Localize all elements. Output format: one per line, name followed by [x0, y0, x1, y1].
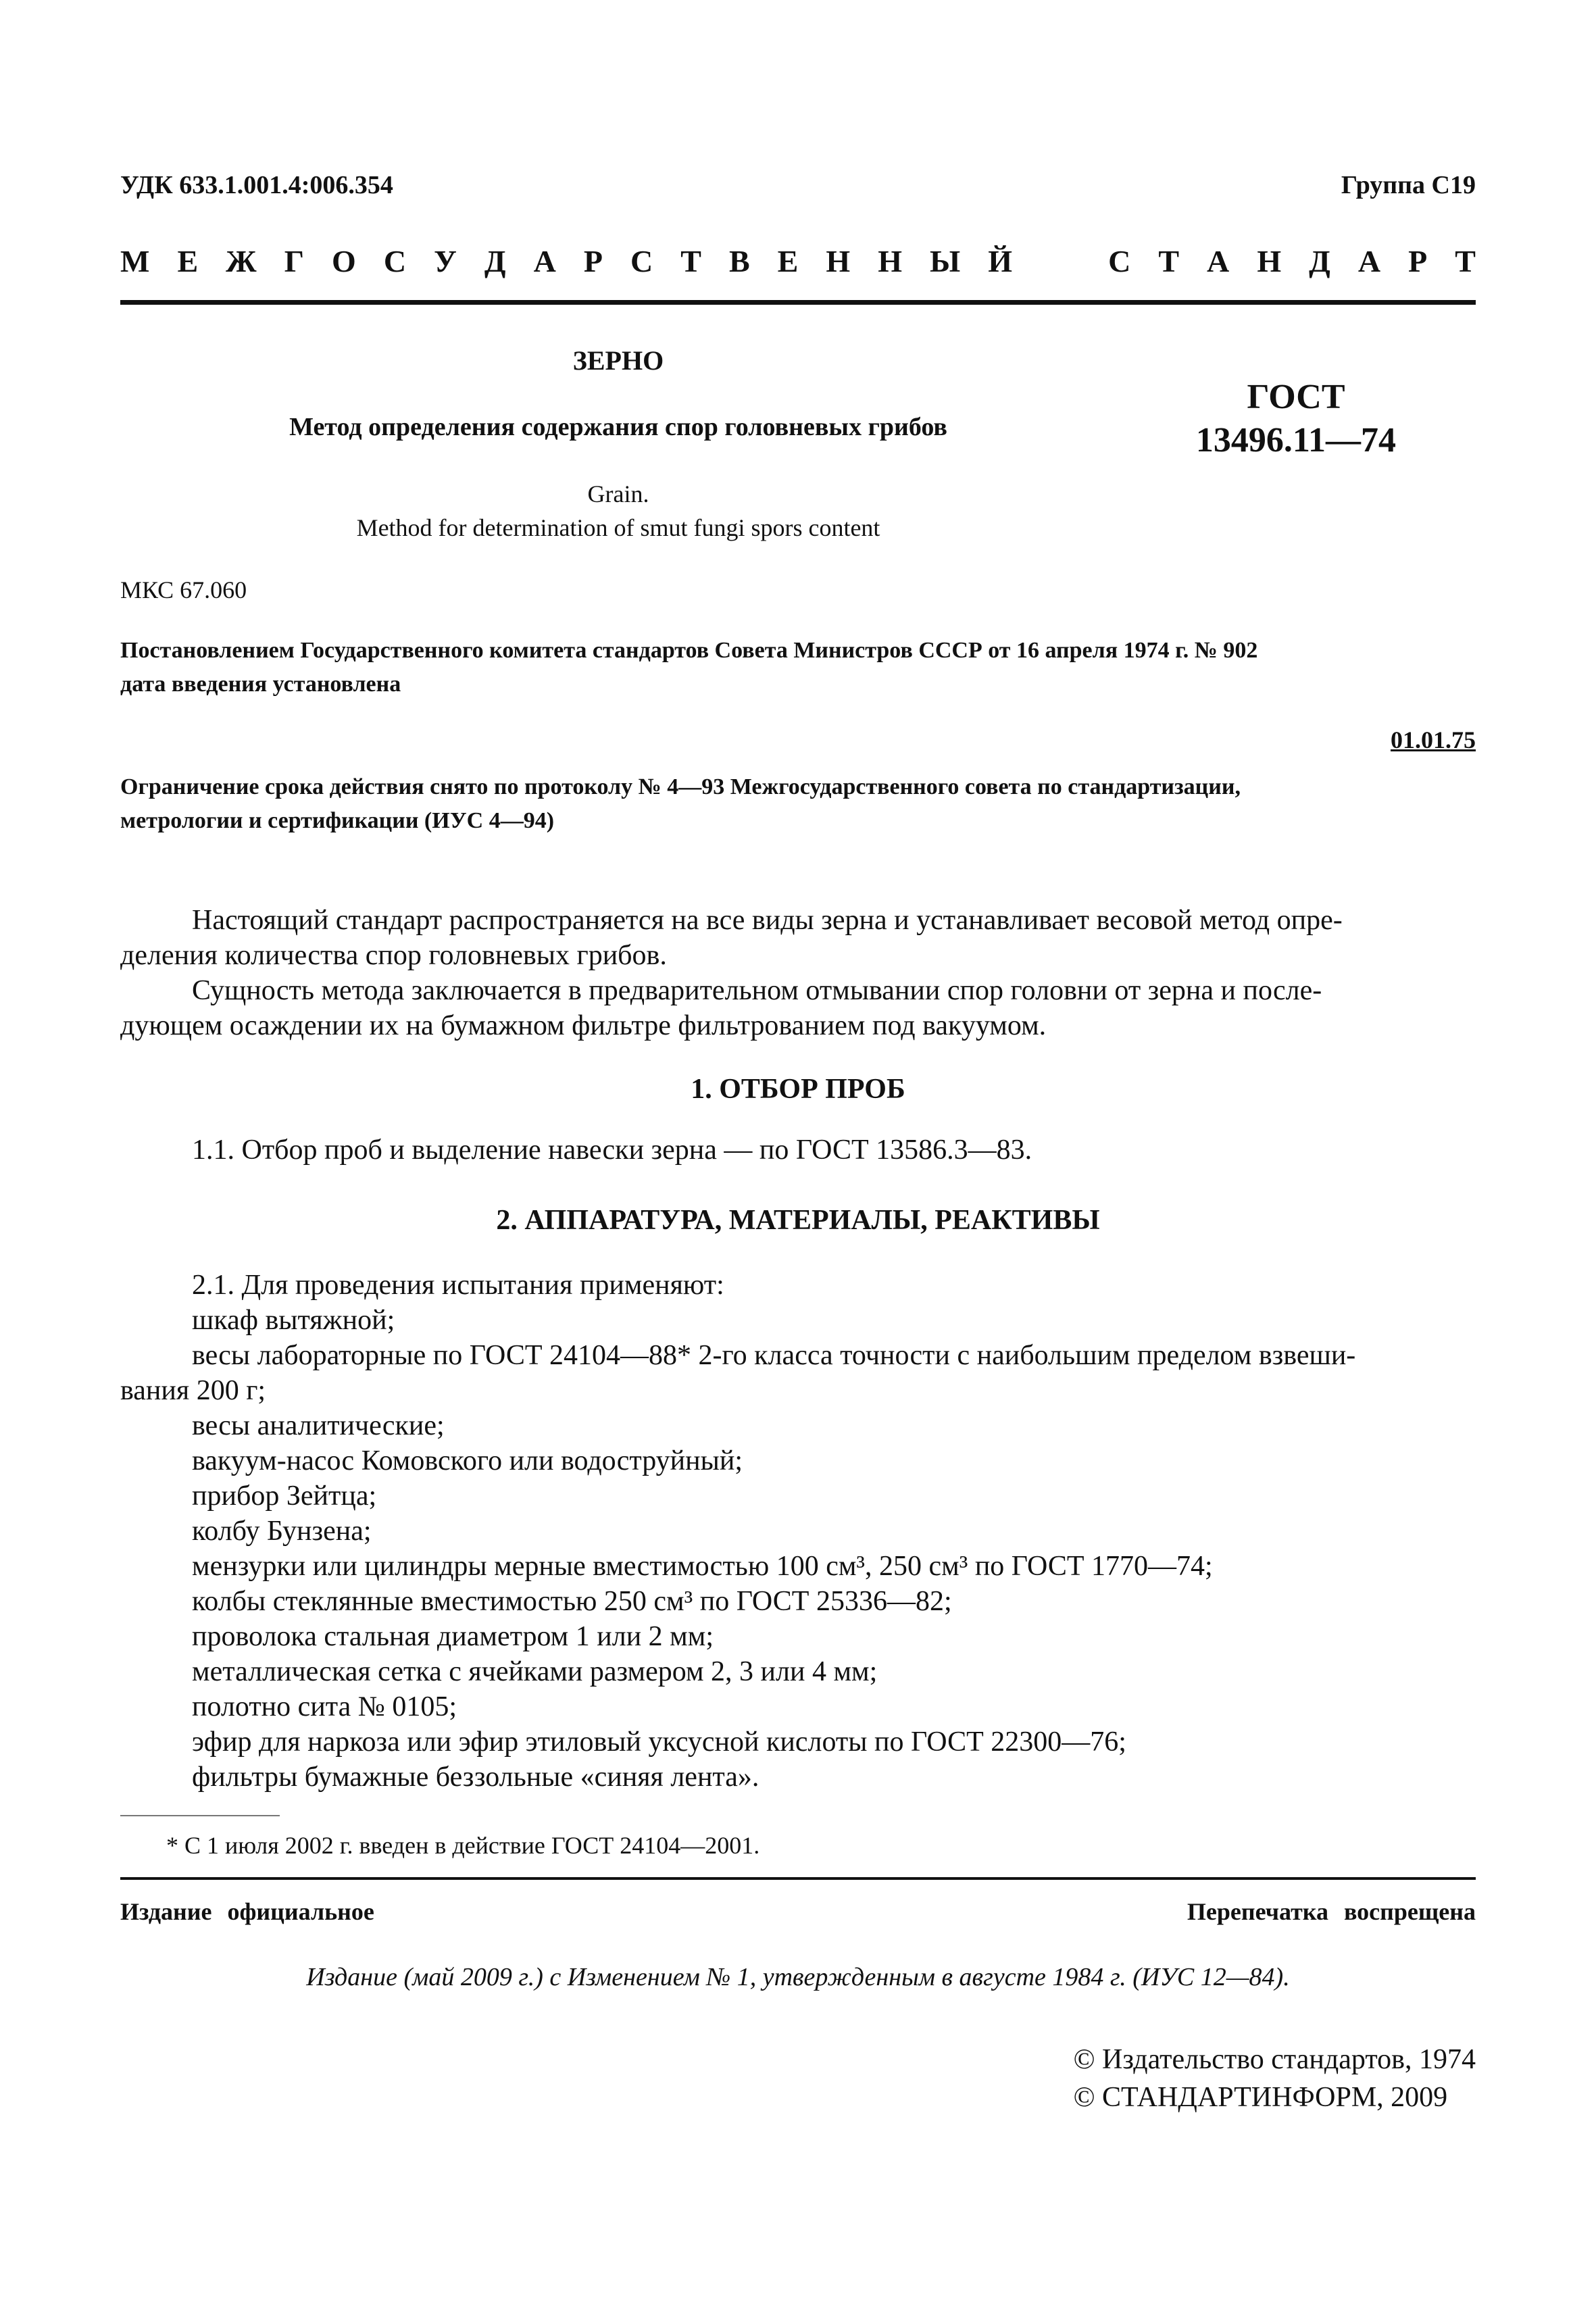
decree-line: Постановлением Государственного комитета стандартов Совета Министров СССР от 16 апреля 1974 г. № 902 — [120, 638, 1258, 663]
banner-letter: А — [1357, 244, 1381, 278]
section-2-lead: 2.1. Для проведения испытания применяют: — [192, 1270, 724, 1301]
equipment-item: полотно сита № 0105; — [192, 1691, 457, 1722]
equipment-item-continuation: вания 200 г; — [120, 1375, 266, 1406]
banner-letter: Т — [1455, 244, 1476, 278]
gost-designation — [1116, 376, 1476, 462]
equipment-item: весы лабораторные по ГОСТ 24104—88* 2-го класса точности с наибольшим пределом взвеши- — [192, 1340, 1356, 1371]
banner-letter: Д — [484, 244, 506, 278]
banner-letter: О — [332, 244, 356, 278]
equipment-item: фильтры бумажные беззольные «синяя лента». — [192, 1762, 759, 1793]
banner-letter: А — [1207, 244, 1230, 278]
banner-letter: Р — [583, 244, 603, 278]
group-code: Группа С19 — [1341, 171, 1476, 199]
english-title-line: Method for determination of smut fungi spors content — [356, 514, 880, 541]
reprint-prohibited-label: Перепечатка воспрещена — [1187, 1898, 1476, 1925]
banner-letter: М — [120, 244, 150, 278]
banner-letter: С — [383, 244, 407, 278]
banner-letter: Н — [1257, 244, 1282, 278]
banner-letter: А — [533, 244, 556, 278]
intro-line: деления количества спор головневых грибов. — [120, 940, 667, 971]
equipment-item: вакуум-насос Комовского или водоструйный; — [192, 1445, 743, 1476]
introduction-date: 01.01.75 — [1391, 726, 1476, 753]
banner-letter: Т — [680, 244, 701, 278]
mks-code: МКС 67.060 — [120, 576, 247, 603]
equipment-item: шкаф вытяжной; — [192, 1305, 395, 1336]
equipment-item: эфир для наркоза или эфир этиловый уксусной кислоты по ГОСТ 22300—76; — [192, 1726, 1126, 1758]
banner-letter: Д — [1309, 244, 1330, 278]
banner-letter: Г — [284, 244, 304, 278]
footnote-divider — [120, 1815, 280, 1816]
banner-letter: Н — [878, 244, 902, 278]
copyright-line: © СТАНДАРТИНФОРМ, 2009 — [1073, 2082, 1448, 2113]
section-1-body — [120, 1132, 1476, 1168]
equipment-item: мензурки или цилиндры мерные вместимостью 100 см³, 250 см³ по ГОСТ 1770—74; — [192, 1551, 1213, 1582]
banner-letter: Т — [1158, 244, 1180, 278]
banner-letter: С — [630, 244, 653, 278]
official-edition-label: Издание официальное — [120, 1898, 374, 1925]
equipment-item: весы аналитические; — [192, 1410, 445, 1441]
banner-letter: Е — [777, 244, 799, 278]
edition-note: Издание (май 2009 г.) с Изменением № 1, утвержденным в августе 1984 г. (ИУС 12—84). — [306, 1963, 1290, 1991]
equipment-item: проволока стальная диаметром 1 или 2 мм; — [192, 1621, 714, 1652]
header-divider — [120, 300, 1476, 305]
section-2-heading: 2. АППАРАТУРА, МАТЕРИАЛЫ, РЕАКТИВЫ — [496, 1205, 1100, 1236]
banner-letter: У — [434, 244, 457, 278]
intro-line: Настоящий стандарт распространяется на все виды зерна и устанавливает весовой метод опре- — [192, 905, 1343, 936]
limitation-line: Ограничение срока действия снято по протоколу № 4—93 Межгосударственного совета по стандартизации, — [120, 774, 1241, 799]
document-title: ЗЕРНО — [572, 345, 664, 376]
limitation-text — [120, 770, 1476, 838]
intro-line: дующем осаждении их на бумажном фильтре фильтрованием под вакуумом. — [120, 1010, 1047, 1041]
equipment-item: металлическая сетка с ячейками размером 2, 3 или 4 мм; — [192, 1656, 878, 1687]
footer-divider — [120, 1877, 1476, 1880]
banner-letter: Й — [988, 244, 1012, 278]
banner-word-gap — [1040, 243, 1080, 279]
decree-text — [120, 634, 1476, 701]
intro-paragraphs — [120, 903, 1476, 1043]
banner-letter: В — [728, 244, 750, 278]
footnote: * С 1 июля 2002 г. введен в действие ГОСТ 24104—2001. — [166, 1832, 760, 1859]
english-title — [120, 477, 1116, 545]
banner-letter: С — [1108, 244, 1131, 278]
banner-letter: Ж — [226, 244, 257, 278]
intro-line: Сущность метода заключается в предварительном отмывании спор головни от зерна и после- — [192, 975, 1322, 1006]
equipment-item: прибор Зейтца; — [192, 1480, 377, 1512]
english-title-line: Grain. — [587, 480, 649, 507]
gost-label: ГОСТ — [1247, 378, 1345, 416]
decree-line: дата введения установлена — [120, 672, 401, 697]
banner-letter: Н — [826, 244, 851, 278]
equipment-item: колбы стеклянные вместимостью 250 см³ по ГОСТ 25336—82; — [192, 1586, 952, 1617]
banner-letter: Ы — [930, 244, 961, 278]
banner-letter: Р — [1408, 244, 1428, 278]
gost-number: 13496.11—74 — [1195, 421, 1397, 459]
copyright-line: © Издательство стандартов, 1974 — [1073, 2044, 1476, 2075]
copyright-block — [1074, 2041, 1476, 2116]
equipment-item: колбу Бунзена; — [192, 1516, 372, 1547]
banner-letter: Е — [177, 244, 199, 278]
interstate-standard-banner — [120, 243, 1476, 279]
limitation-line: метрологии и сертификации (ИУС 4—94) — [120, 808, 555, 833]
section-1-item: 1.1. Отбор проб и выделение навески зерна — по ГОСТ 13586.3—83. — [192, 1135, 1032, 1166]
udk-code: УДК 633.1.001.4:006.354 — [120, 171, 393, 199]
section-1-heading: 1. ОТБОР ПРОБ — [691, 1074, 905, 1105]
document-subtitle: Метод определения содержания спор головневых грибов — [289, 413, 947, 441]
section-2-body — [120, 1268, 1476, 1795]
